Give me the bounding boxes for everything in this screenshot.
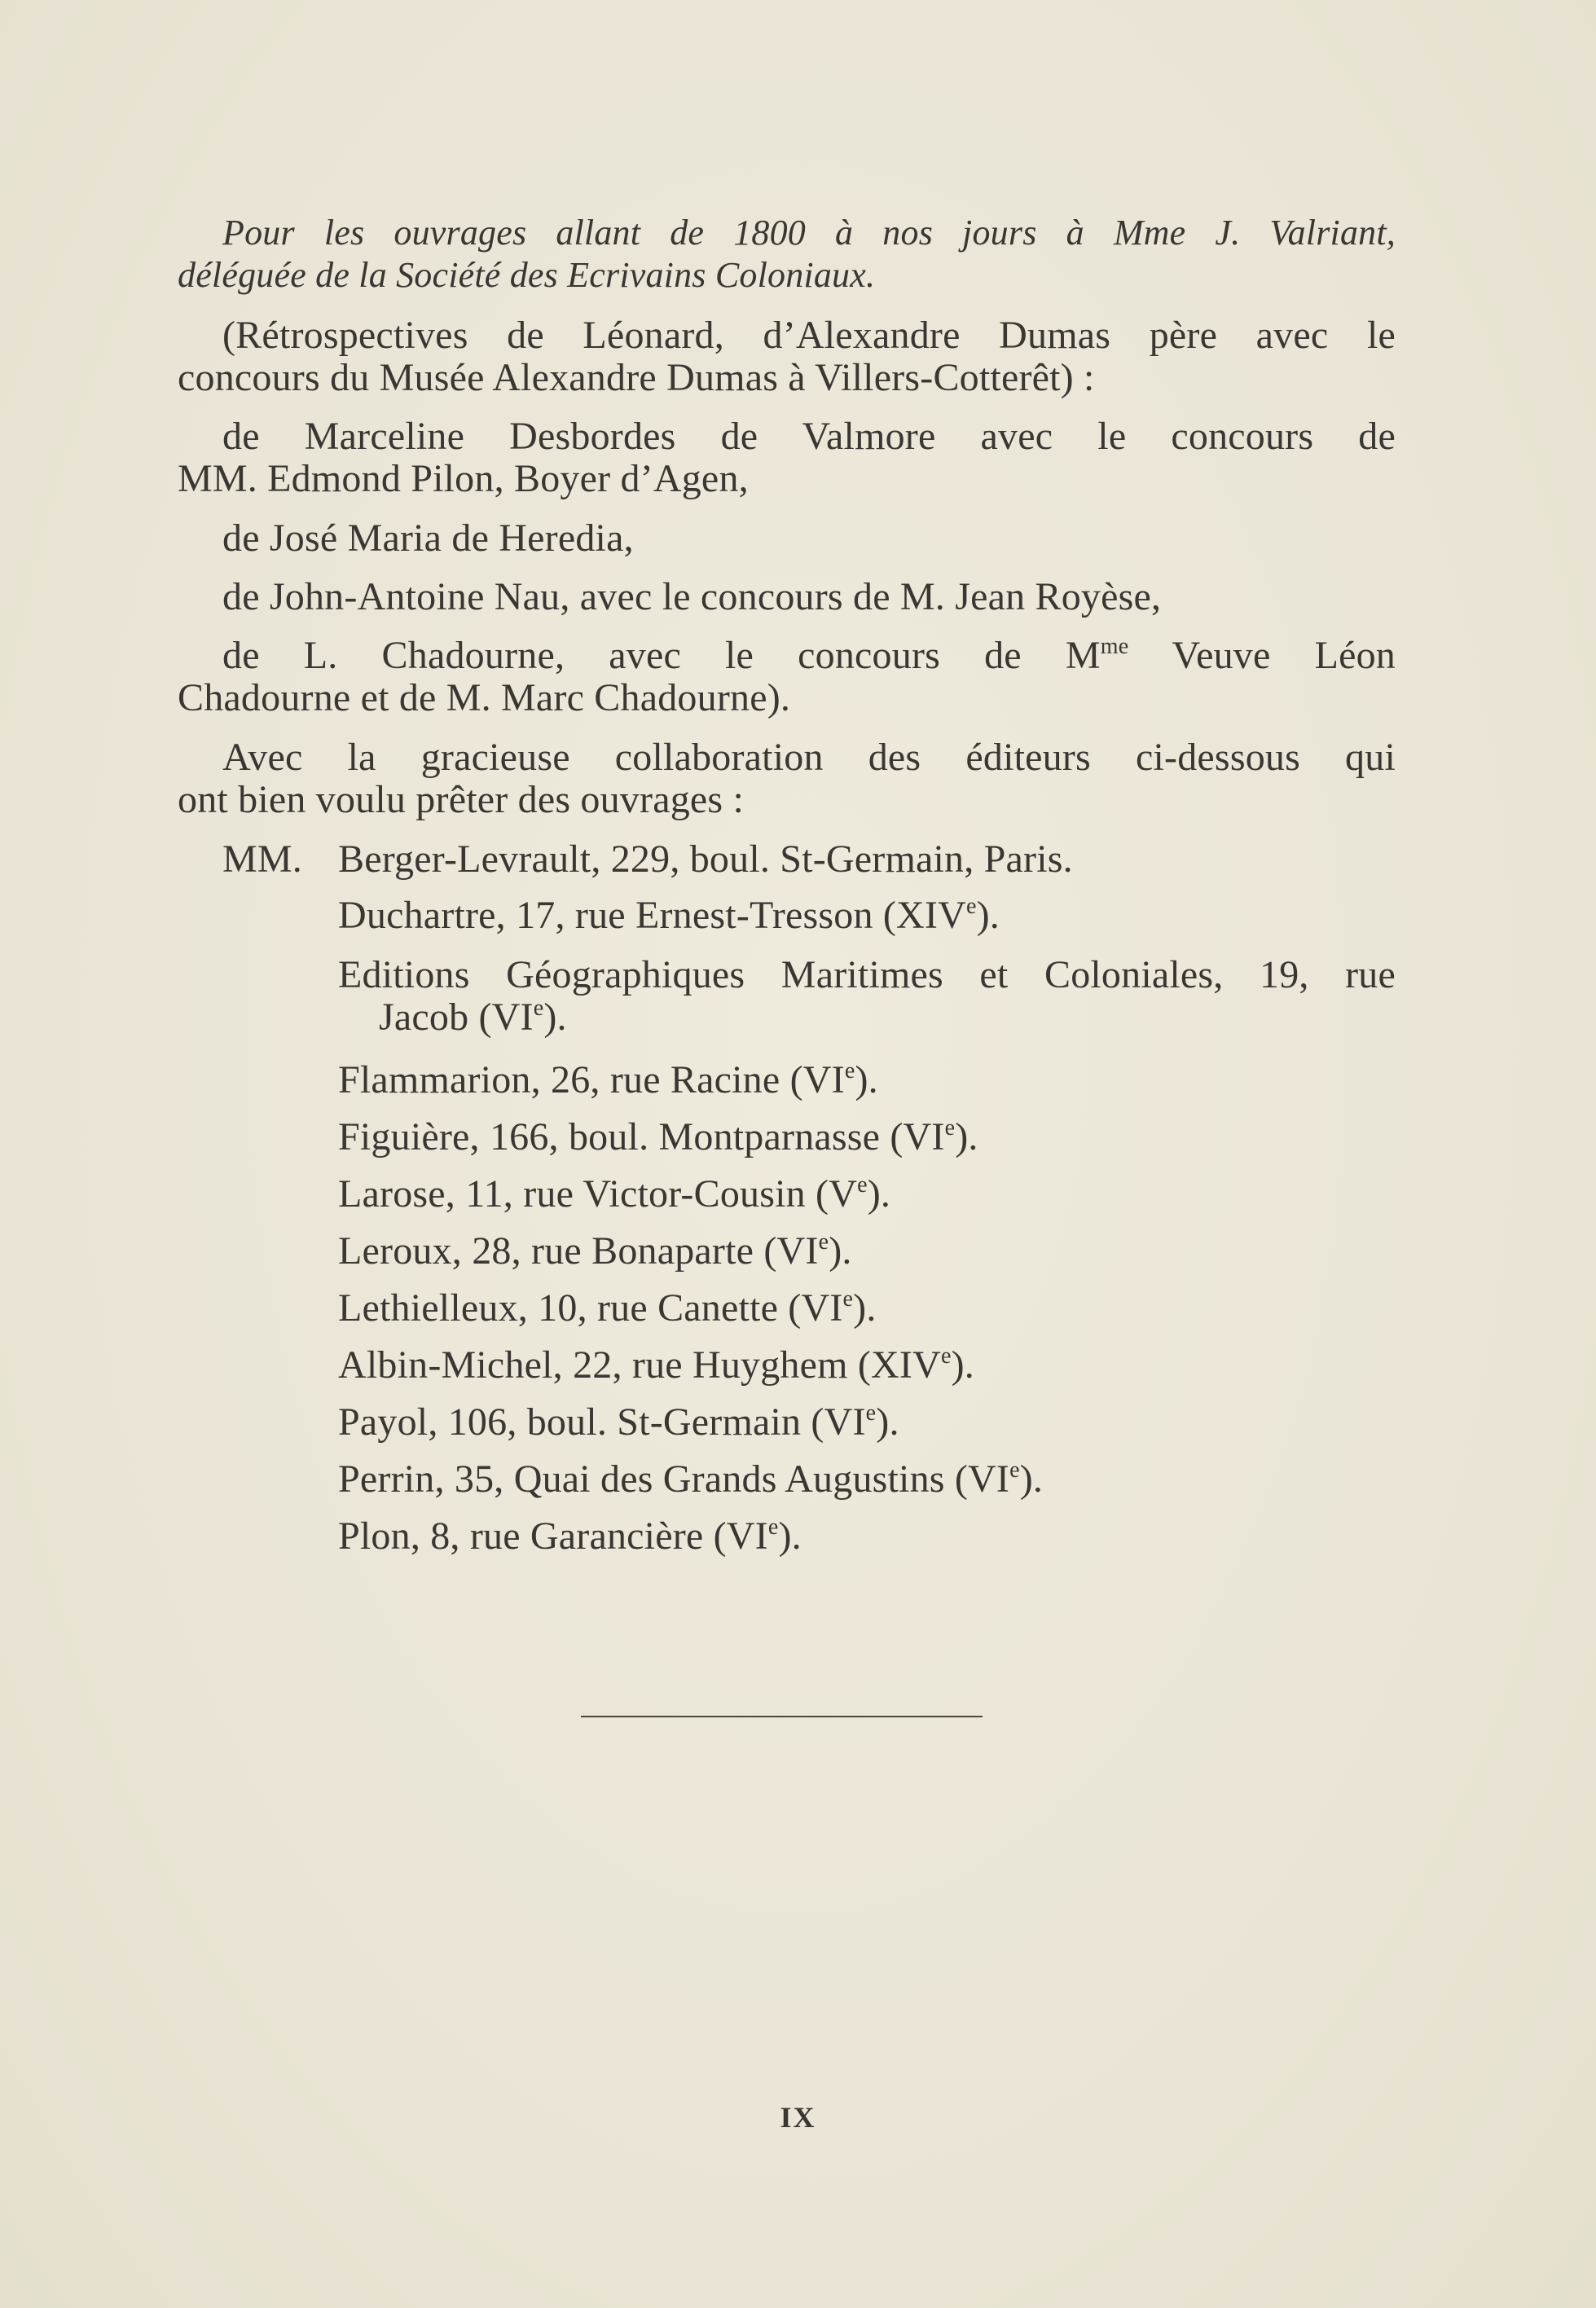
- publisher-text: Duchartre, 17, rue Ernest-Tresson (XIV: [338, 894, 966, 937]
- publisher-text: Berger-Levrault, 229, boul. St-Germain, Paris.: [338, 837, 1073, 881]
- publisher-sup: e: [940, 1343, 952, 1369]
- publisher-tail: ).: [1019, 1457, 1044, 1501]
- retro-chadourne-text-b: Veuve Léon: [1128, 634, 1396, 677]
- publisher-sup: e: [818, 1229, 829, 1255]
- intro-line-2: déléguée de la Société des Ecrivains Coloniaux.: [178, 255, 876, 295]
- retro-nau: de John-Antoine Nau, avec le concours de M. Jean Royèse,: [222, 575, 1162, 618]
- publisher-item: [338, 893, 1000, 939]
- retro-chadourne-line-2: Chadourne et de M. Marc Chadourne).: [178, 676, 791, 719]
- publisher-sup: e: [844, 1058, 855, 1084]
- publisher-text: Editions Géographiques Maritimes et Coloniales, 19, rue: [338, 953, 1396, 996]
- publisher-text: Jacob (VI: [379, 996, 534, 1039]
- publisher-text: Lethielleux, 10, rue Canette (VI: [338, 1286, 843, 1330]
- publisher-sup: e: [842, 1286, 854, 1312]
- publisher-item: [338, 952, 1396, 998]
- intro-line-1: Pour les ouvrages allant de 1800 à nos jours à Mme J. Valriant,: [222, 213, 1396, 253]
- publisher-item: [338, 1514, 802, 1559]
- publisher-tail: ).: [951, 1343, 975, 1387]
- publisher-tail: ).: [778, 1514, 802, 1558]
- publisher-tail: ).: [976, 894, 1000, 937]
- publisher-tail: ).: [855, 1058, 878, 1101]
- retro-chadourne-sup: me: [1100, 634, 1129, 659]
- publisher-item: [338, 1172, 890, 1217]
- publisher-tail: ).: [876, 1400, 899, 1444]
- publisher-sup: e: [767, 1514, 779, 1540]
- publisher-item: [338, 1057, 878, 1103]
- publisher-sup: e: [857, 1172, 868, 1198]
- publisher-item: [338, 837, 1073, 882]
- publishers-prefix: MM.: [222, 837, 302, 881]
- publisher-item: [338, 1457, 1043, 1502]
- page-number: IX: [780, 2101, 816, 2134]
- publisher-text: Leroux, 28, rue Bonaparte (VI: [338, 1229, 819, 1273]
- publisher-sup: e: [944, 1115, 956, 1141]
- retro-valmore-line-2: MM. Edmond Pilon, Boyer d’Agen,: [178, 457, 749, 500]
- retro-heredia: de José Maria de Heredia,: [222, 517, 634, 560]
- publisher-item: [338, 1229, 852, 1274]
- publisher-tail: ).: [543, 996, 567, 1039]
- publisher-text: Perrin, 35, Quai des Grands Augustins (VI: [338, 1457, 1010, 1501]
- publisher-text: Payol, 106, boul. St-Germain (VI: [338, 1400, 866, 1444]
- collab-line-2: ont bien voulu prêter des ouvrages :: [178, 778, 745, 821]
- publisher-sup: e: [533, 996, 544, 1021]
- publisher-text: Larose, 11, rue Victor-Cousin (V: [338, 1172, 858, 1216]
- retro-chadourne-line-1: [222, 633, 1396, 679]
- retro-chadourne-text-a: de L. Chadourne, avec le concours de M: [222, 634, 1101, 677]
- publisher-tail: ).: [853, 1286, 877, 1330]
- publisher-text: Plon, 8, rue Garancière (VI: [338, 1514, 768, 1558]
- publisher-sup: e: [865, 1400, 877, 1426]
- publisher-text: Flammarion, 26, rue Racine (VI: [338, 1058, 845, 1101]
- collab-line-1: Avec la gracieuse collaboration des éditeurs ci-dessous qui: [222, 736, 1396, 779]
- publisher-tail: ).: [867, 1172, 891, 1216]
- retro-line-1: (Rétrospectives de Léonard, d’Alexandre Dumas père avec le: [222, 314, 1396, 357]
- publisher-item: [338, 1114, 978, 1160]
- publisher-text: Figuière, 166, boul. Montparnasse (VI: [338, 1115, 945, 1158]
- publisher-tail: ).: [829, 1229, 852, 1273]
- publisher-text: Albin-Michel, 22, rue Huyghem (XIV: [338, 1343, 941, 1387]
- publisher-tail: ).: [955, 1115, 978, 1158]
- publisher-item: [338, 1400, 899, 1445]
- publisher-item-continuation: [379, 995, 567, 1040]
- publisher-sup: e: [965, 894, 977, 919]
- retro-valmore-line-1: de Marceline Desbordes de Valmore avec le concours de: [222, 415, 1396, 458]
- section-divider: [581, 1716, 983, 1717]
- publisher-item: [338, 1343, 974, 1388]
- retro-line-2: concours du Musée Alexandre Dumas à Villers-Cotterêt) :: [178, 356, 1095, 399]
- publisher-item: [338, 1286, 877, 1331]
- publisher-sup: e: [1009, 1457, 1020, 1483]
